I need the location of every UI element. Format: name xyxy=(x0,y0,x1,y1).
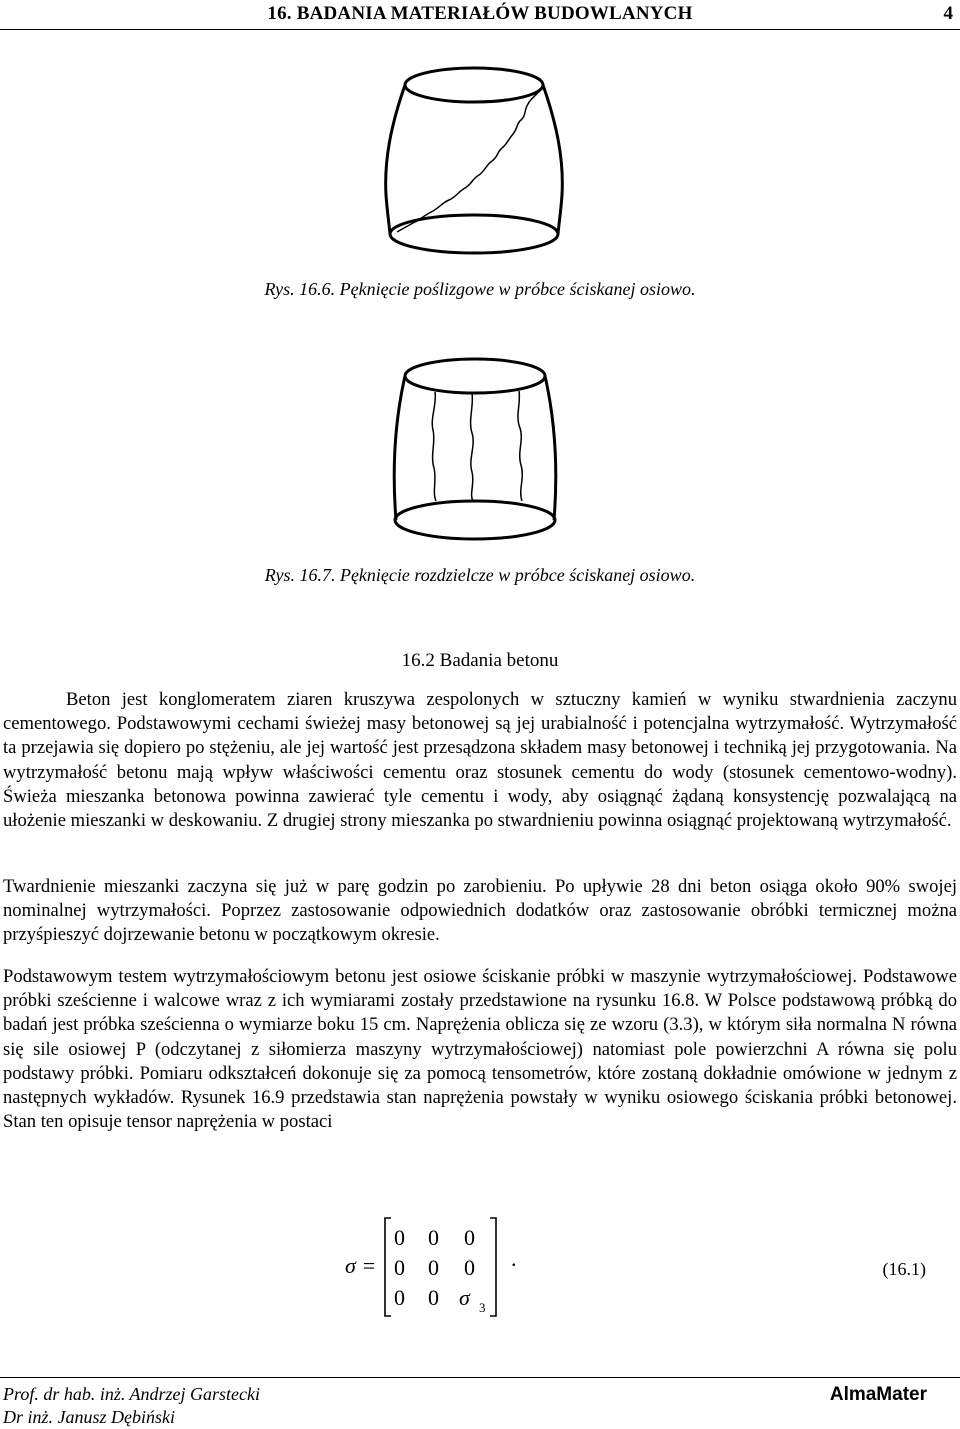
cylinder-right-side xyxy=(545,376,556,520)
chapter-title: 16. BADANIA MATERIAŁÓW BUDOWLANYCH xyxy=(267,3,693,24)
matrix-entry: 0 xyxy=(394,1225,405,1250)
body-paragraph: Podstawowym testem wytrzymałościowym betonu jest osiowe ściskanie próbki w maszynie wytrzymałościowej. Podstawowe próbki sześcienne i walcowe wraz z ich wymiarami zostały przedstawione na rysunku 16.8. W Polsce podstawową próbką do badań jest próbka sześcienna o wymiarze boku 15 cm. Naprężenia oblicza się ze wzoru (3.3), w którym siła normalna N równa się sile osiowej P (odczytanej z siłomierza maszyny wytrzymałościowej) natomiast pole powierzchni A równa się polu podstawy próbki. Pomiaru odkształceń dokonuje się za pomocą tensometrów, które zostaną dokładnie omówione w jednym z następnych wykładów. Rysunek 16.9 przedstawia stan naprężenia powstały w wyniku osiowego ściskania próbki betonowej. Stan ten opisuje tensor naprężenia w postaci xyxy=(3,966,957,1133)
matrix-entry: 0 xyxy=(428,1255,439,1280)
vertical-crack-line xyxy=(432,392,436,501)
footer-authors xyxy=(3,1383,260,1429)
equation-lhs: σ = xyxy=(345,1253,377,1278)
stress-tensor-equation xyxy=(0,1212,960,1322)
section-heading: 16.2 Badania betonu xyxy=(401,650,559,671)
footer-divider xyxy=(0,1377,960,1378)
matrix-entry: 0 xyxy=(394,1285,405,1310)
sigma-subscript: 3 xyxy=(479,1300,486,1315)
equation-period: . xyxy=(511,1246,517,1271)
figure-caption-16-6: Rys. 16.6. Pęknięcie poślizgowe w próbce ściskanej osiowo. xyxy=(264,279,696,299)
matrix-entry: 0 xyxy=(394,1255,405,1280)
matrix-entry-sigma: σ xyxy=(459,1285,470,1310)
figure-caption-16-7: Rys. 16.7. Pęknięcie rozdzielcze w próbce ściskanej osiowo. xyxy=(264,565,696,585)
page-header xyxy=(0,0,960,30)
figure-splitting-crack-cylinder xyxy=(0,350,960,560)
cylinder-bottom-ellipse xyxy=(395,501,555,539)
cylinder-bottom-ellipse xyxy=(390,215,558,253)
diagonal-crack-line xyxy=(397,90,540,232)
body-paragraph: Beton jest konglomeratem ziaren kruszywa zespolonych w sztuczny kamień w wyniku stwardnienia zaczynu cementowego. Podstawowymi cechami świeżej masy betonowej są jej urabialność i potencjalna wytrzymałość. Wytrzymałość ta przejawia się dopiero po stężeniu, ale jej wartość jest przesądzona składem masy betonowej i techniką jej przygotowania. Na wytrzymałość betonu mają wpływ właściwości cementu oraz stosunek cementu do wody (stosunek cementowo-wodny). Świeża mieszanka betonowa powinna zawierać tyle cementu i wody, aby osiągnąć żądaną konsystencję pozwalającą na ułożenie mieszanki w deskowaniu. Z drugiej strony mieszanka po stwardnieniu powinna osiągnąć projektowaną wytrzymałość. xyxy=(3,689,957,832)
matrix-entry: 0 xyxy=(428,1225,439,1250)
footer-brand: AlmaMater xyxy=(829,1384,927,1405)
cylinder-top-ellipse xyxy=(405,68,543,102)
matrix-entry: 0 xyxy=(464,1255,475,1280)
matrix-entry: 0 xyxy=(428,1285,439,1310)
equation-number: (16.1) xyxy=(882,1259,926,1279)
author-line: Dr inż. Janusz Dębiński xyxy=(3,1407,175,1427)
page-number: 4 xyxy=(943,3,953,24)
vertical-crack-line xyxy=(471,393,474,501)
matrix-entry: 0 xyxy=(464,1225,475,1250)
matrix-left-bracket xyxy=(385,1218,391,1316)
author-line: Prof. dr hab. inż. Andrzej Garstecki xyxy=(3,1384,260,1404)
vertical-crack-line xyxy=(518,391,522,501)
header-divider xyxy=(0,29,960,30)
cylinder-right-side xyxy=(543,85,562,234)
cylinder-left-side xyxy=(386,85,405,234)
body-paragraph: Twardnienie mieszanki zaczyna się już w parę godzin po zarobieniu. Po upływie 28 dni beton osiąga około 90% swojej nominalnej wytrzymałości. Poprzez zastosowanie odpowiednich dodatków oraz zastosowanie obróbki termicznej można przyśpieszyć dojrzewanie betonu w początkowym okresie. xyxy=(3,876,957,946)
figure-slip-crack-cylinder xyxy=(0,60,960,300)
cylinder-left-side xyxy=(394,376,405,520)
cylinder-top-ellipse xyxy=(405,359,545,393)
matrix-right-bracket xyxy=(490,1218,496,1316)
